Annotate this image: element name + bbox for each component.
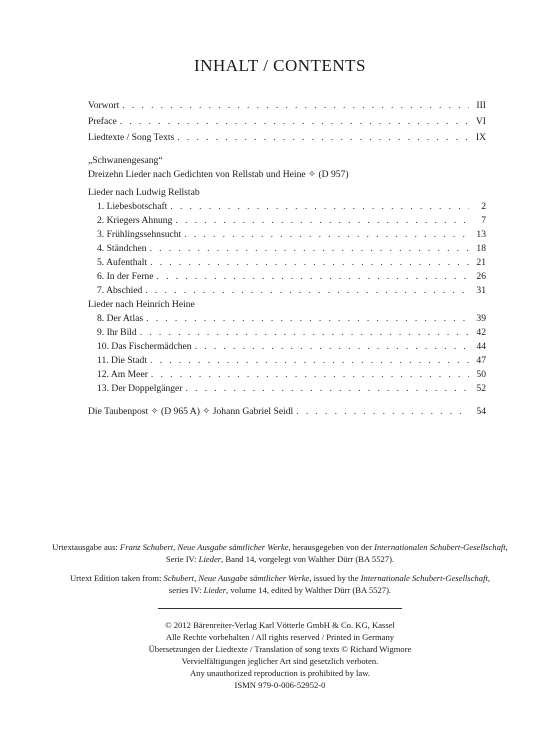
toc-entry-page: 52 xyxy=(476,383,486,394)
toc-entry-page: 18 xyxy=(476,243,486,254)
toc-entry-page: IX xyxy=(475,132,486,143)
toc-entry-label: 10. Das Fischermädchen xyxy=(97,341,192,352)
toc-entry-page: 42 xyxy=(476,327,486,338)
dot-leader xyxy=(170,200,469,214)
toc-entry-page: 47 xyxy=(476,355,486,366)
prohibition-en-line: Any unauthorized reproduction is prohibited by law. xyxy=(189,668,371,678)
translation-line: Übersetzungen der Liedtexte / Translation of song texts © Richard Wigmore xyxy=(148,644,412,654)
toc-entry-page: III xyxy=(476,100,486,111)
prohibition-de-line: Vervielfältigungen jeglicher Art sind gesetzlich verboten. xyxy=(181,656,379,666)
group-heading-heine: Lieder nach Heinrich Heine xyxy=(88,299,195,310)
toc-entry-page: 2 xyxy=(481,201,486,212)
toc-entry-label: Liedtexte / Song Texts xyxy=(88,132,175,143)
dot-leader xyxy=(146,312,469,326)
divider xyxy=(158,608,402,609)
dot-leader xyxy=(145,284,469,298)
dot-leader xyxy=(195,340,469,354)
toc-entry-label: 1. Liebesbotschaft xyxy=(97,201,168,212)
toc-entry-page: VI xyxy=(475,116,486,127)
toc-entry-label: 8. Der Atlas xyxy=(97,313,144,324)
toc-entry-label: 4. Ständchen xyxy=(97,243,147,254)
toc-entry-page: 54 xyxy=(476,406,486,417)
dot-leader xyxy=(150,256,469,270)
dot-leader xyxy=(186,382,469,396)
toc-entry-page: 13 xyxy=(476,229,486,240)
toc-entry-song[interactable] xyxy=(97,326,486,340)
toc-entry-page: 21 xyxy=(476,257,486,268)
toc-entry-song[interactable] xyxy=(97,340,486,354)
toc-entry-label: 13. Der Doppelgänger xyxy=(97,383,183,394)
toc-entry-song[interactable] xyxy=(97,200,486,214)
urtext-note-en-line2: series IV: Lieder, volume 14, edited by Walther Dürr (BA 5527). xyxy=(168,585,392,595)
toc-entry-taubenpost[interactable] xyxy=(88,405,486,419)
toc-entry-preface[interactable] xyxy=(88,115,486,129)
toc-entry-label: 11. Die Stadt xyxy=(97,355,148,366)
dot-leader xyxy=(150,354,469,368)
dot-leader xyxy=(156,270,469,284)
toc-entry-label: 12. Am Meer xyxy=(97,369,148,380)
group-heading-rellstab: Lieder nach Ludwig Rellstab xyxy=(88,187,200,198)
toc-entry-label: Vorwort xyxy=(88,100,120,111)
toc-entry-song[interactable] xyxy=(97,242,486,256)
toc-entry-song-texts[interactable] xyxy=(88,131,486,145)
toc-entry-label: 7. Abschied xyxy=(97,285,143,296)
urtext-note-en-line1: Urtext Edition taken from: Schubert, Neue Ausgabe sämtlicher Werke, issued by the Internationale Schubert-Gesellschaft, xyxy=(69,573,491,583)
toc-entry-label: 9. Ihr Bild xyxy=(97,327,137,338)
toc-entry-song[interactable] xyxy=(97,214,486,228)
dot-leader xyxy=(150,242,469,256)
toc-entry-page: 31 xyxy=(476,285,486,296)
ismn-line: ISMN 979-0-006-52952-0 xyxy=(234,680,326,690)
toc-entry-song[interactable] xyxy=(97,284,486,298)
dot-leader xyxy=(122,99,469,113)
toc-entry-label: Preface xyxy=(88,116,117,127)
toc-entry-label: 6. In der Ferne xyxy=(97,271,154,282)
rights-line: Alle Rechte vorbehalten / All rights reserved / Printed in Germany xyxy=(165,632,395,642)
urtext-note-de-line1: Urtextausgabe aus: Franz Schubert, Neue Ausgabe sämtlicher Werke, herausgegeben von der Internationalen Schubert-Gesellschaft, xyxy=(52,542,508,552)
dot-leader xyxy=(151,368,469,382)
toc-entry-song[interactable] xyxy=(97,228,486,242)
page-title: INHALT / CONTENTS xyxy=(194,56,366,75)
toc-entry-label: Die Taubenpost ✧ (D 965 A) ✧ Johann Gabriel Seidl xyxy=(88,406,294,417)
toc-entry-page: 50 xyxy=(476,369,486,380)
copyright-line: © 2012 Bärenreiter-Verlag Karl Vötterle GmbH & Co. KG, Kassel xyxy=(165,620,395,630)
toc-entry-vorwort[interactable] xyxy=(88,99,486,113)
toc-entry-page: 44 xyxy=(476,341,486,352)
toc-entry-song[interactable] xyxy=(97,382,486,396)
toc-entry-page: 26 xyxy=(476,271,486,282)
dot-leader xyxy=(175,214,469,228)
toc-entry-song[interactable] xyxy=(97,270,486,284)
dot-leader xyxy=(184,228,469,242)
dot-leader xyxy=(296,405,469,419)
toc-entry-label: 3. Frühlingssehnsucht xyxy=(97,229,182,240)
urtext-note-de-line2: Serie IV: Lieder, Band 14, vorgelegt von Walther Dürr (BA 5527). xyxy=(165,554,395,564)
toc-entry-song[interactable] xyxy=(97,368,486,382)
dot-leader xyxy=(140,326,469,340)
cycle-title: „Schwanengesang“ xyxy=(88,155,163,166)
toc-entry-label: 5. Aufenthalt xyxy=(97,257,148,268)
toc-entry-song[interactable] xyxy=(97,312,486,326)
cycle-subtitle: Dreizehn Lieder nach Gedichten von Rellstab und Heine ✧ (D 957) xyxy=(88,169,349,180)
toc-entry-page: 39 xyxy=(476,313,486,324)
toc-entry-song[interactable] xyxy=(97,256,486,270)
dot-leader xyxy=(120,115,469,129)
toc-entry-page: 7 xyxy=(481,215,486,226)
toc-entry-song[interactable] xyxy=(97,354,486,368)
dot-leader xyxy=(177,131,469,145)
toc-entry-label: 2. Kriegers Ahnung xyxy=(97,215,173,226)
